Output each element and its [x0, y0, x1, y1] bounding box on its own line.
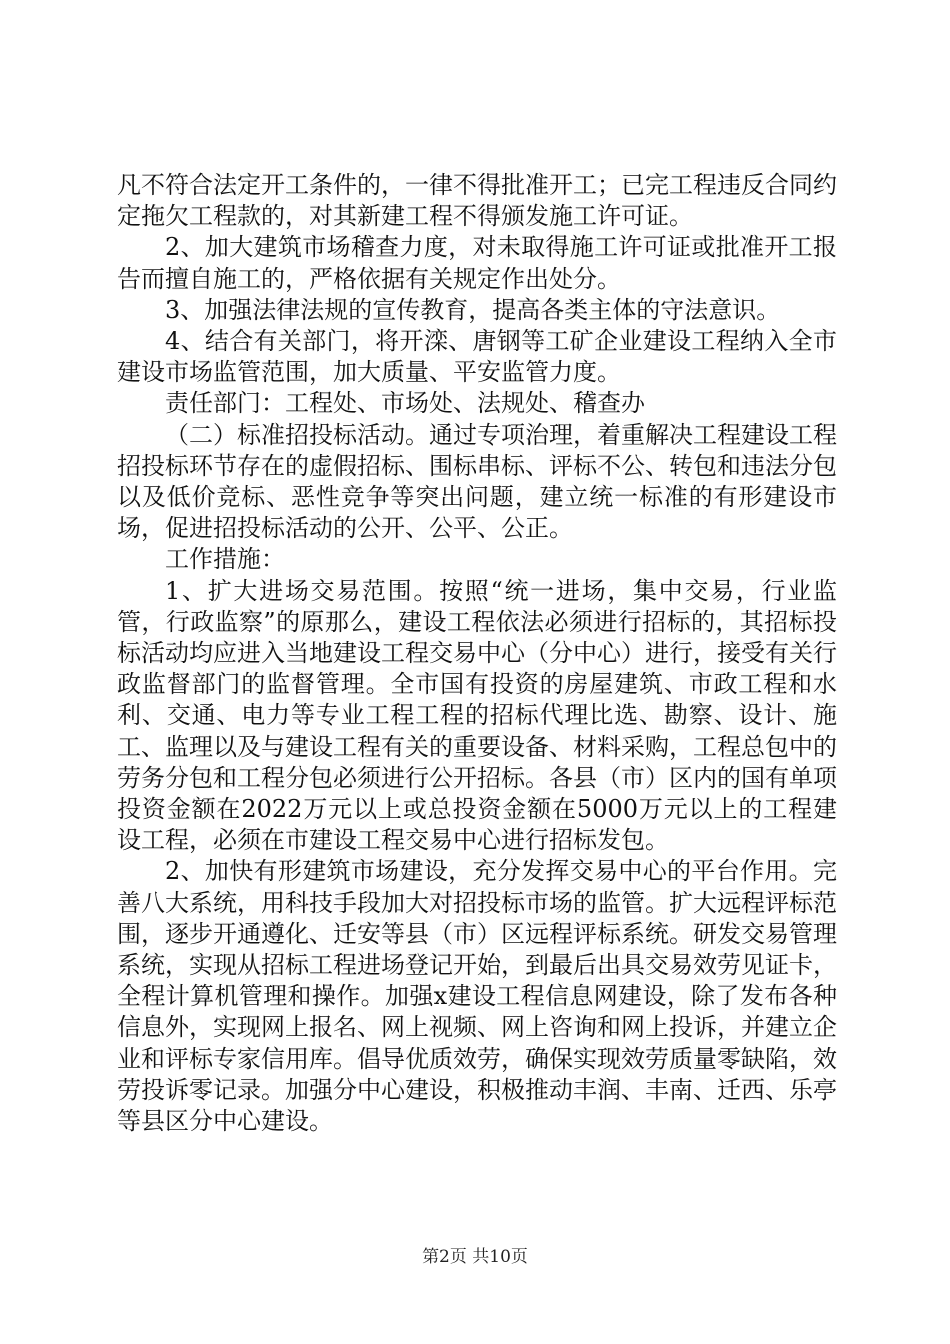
paragraph-section-two: （二）标准招投标活动。通过专项治理，着重解决工程建设工程招投标环节存在的虚假招标、围标串标、评标不公、转包和违法分包以及低价竞标、恶性竞争等突出问题，建立统一标准的有形建设市场，促进招投标活动的公开、公平、公正。 — [117, 420, 837, 543]
paragraph-continuation: 凡不符合法定开工条件的，一律不得批准开工；已完工程违反合同约定拖欠工程款的，对其新建工程不得颁发施工许可证。 — [117, 171, 837, 231]
document-body — [117, 170, 837, 1137]
paragraph-item-4: 4、结合有关部门，将开滦、唐钢等工矿企业建设工程纳入全市建设市场监管范围，加大质量、平安监管力度。 — [117, 327, 837, 387]
paragraph-item-2: 2、加大建筑市场稽查力度，对未取得施工许可证或批准开工报告而擅自施工的，严格依据有关规定作出处分。 — [117, 233, 837, 293]
paragraph-item-3: 3、加强法律法规的宣传教育，提高各类主体的守法意识。 — [165, 295, 781, 324]
page-footer: 第2页 共10页 — [422, 1247, 528, 1267]
paragraph-responsible-departments: 责任部门：工程处、市场处、法规处、稽查办 — [165, 389, 645, 418]
paragraph-measure-1: 1、扩大进场交易范围。按照“统一进场，集中交易，行业监管，行政监察”的原那么，建设工程依法必须进行招标的，其招标投标活动均应进入当地建设工程交易中心（分中心）进行，接受有关行政监督部门的监督管理。全市国有投资的房屋建筑、市政工程和水利、交通、电力等专业工程工程的招标代理比选、勘察、设计、施工、监理以及与建设工程有关的重要设备、材料采购，工程总包中的劳务分包和工程分包必须进行公开招标。各县（市）区内的国有单项投资金额在2022万元以上或总投资金额在5000万元以上的工程建设工程，必须在市建设工程交易中心进行招标发包。 — [117, 576, 837, 855]
paragraph-measure-2: 2、加快有形建筑市场建设，充分发挥交易中心的平台作用。完善八大系统，用科技手段加大对招投标市场的监管。扩大远程评标范围，逐步开通遵化、迁安等县（市）区远程评标系统。研发交易管理系统，实现从招标工程进场登记开始，到最后出具交易效劳见证卡，全程计算机管理和操作。加强x建设工程信息网建设，除了发布各种信息外，实现网上报名、网上视频、网上咨询和网上投诉，并建立企业和评标专家信用库。倡导优质效劳，确保实现效劳质量零缺陷，效劳投诉零记录。加强分中心建设，积极推动丰润、丰南、迁西、乐亭等县区分中心建设。 — [117, 857, 837, 1136]
paragraph-work-measures-heading: 工作措施： — [165, 545, 285, 574]
